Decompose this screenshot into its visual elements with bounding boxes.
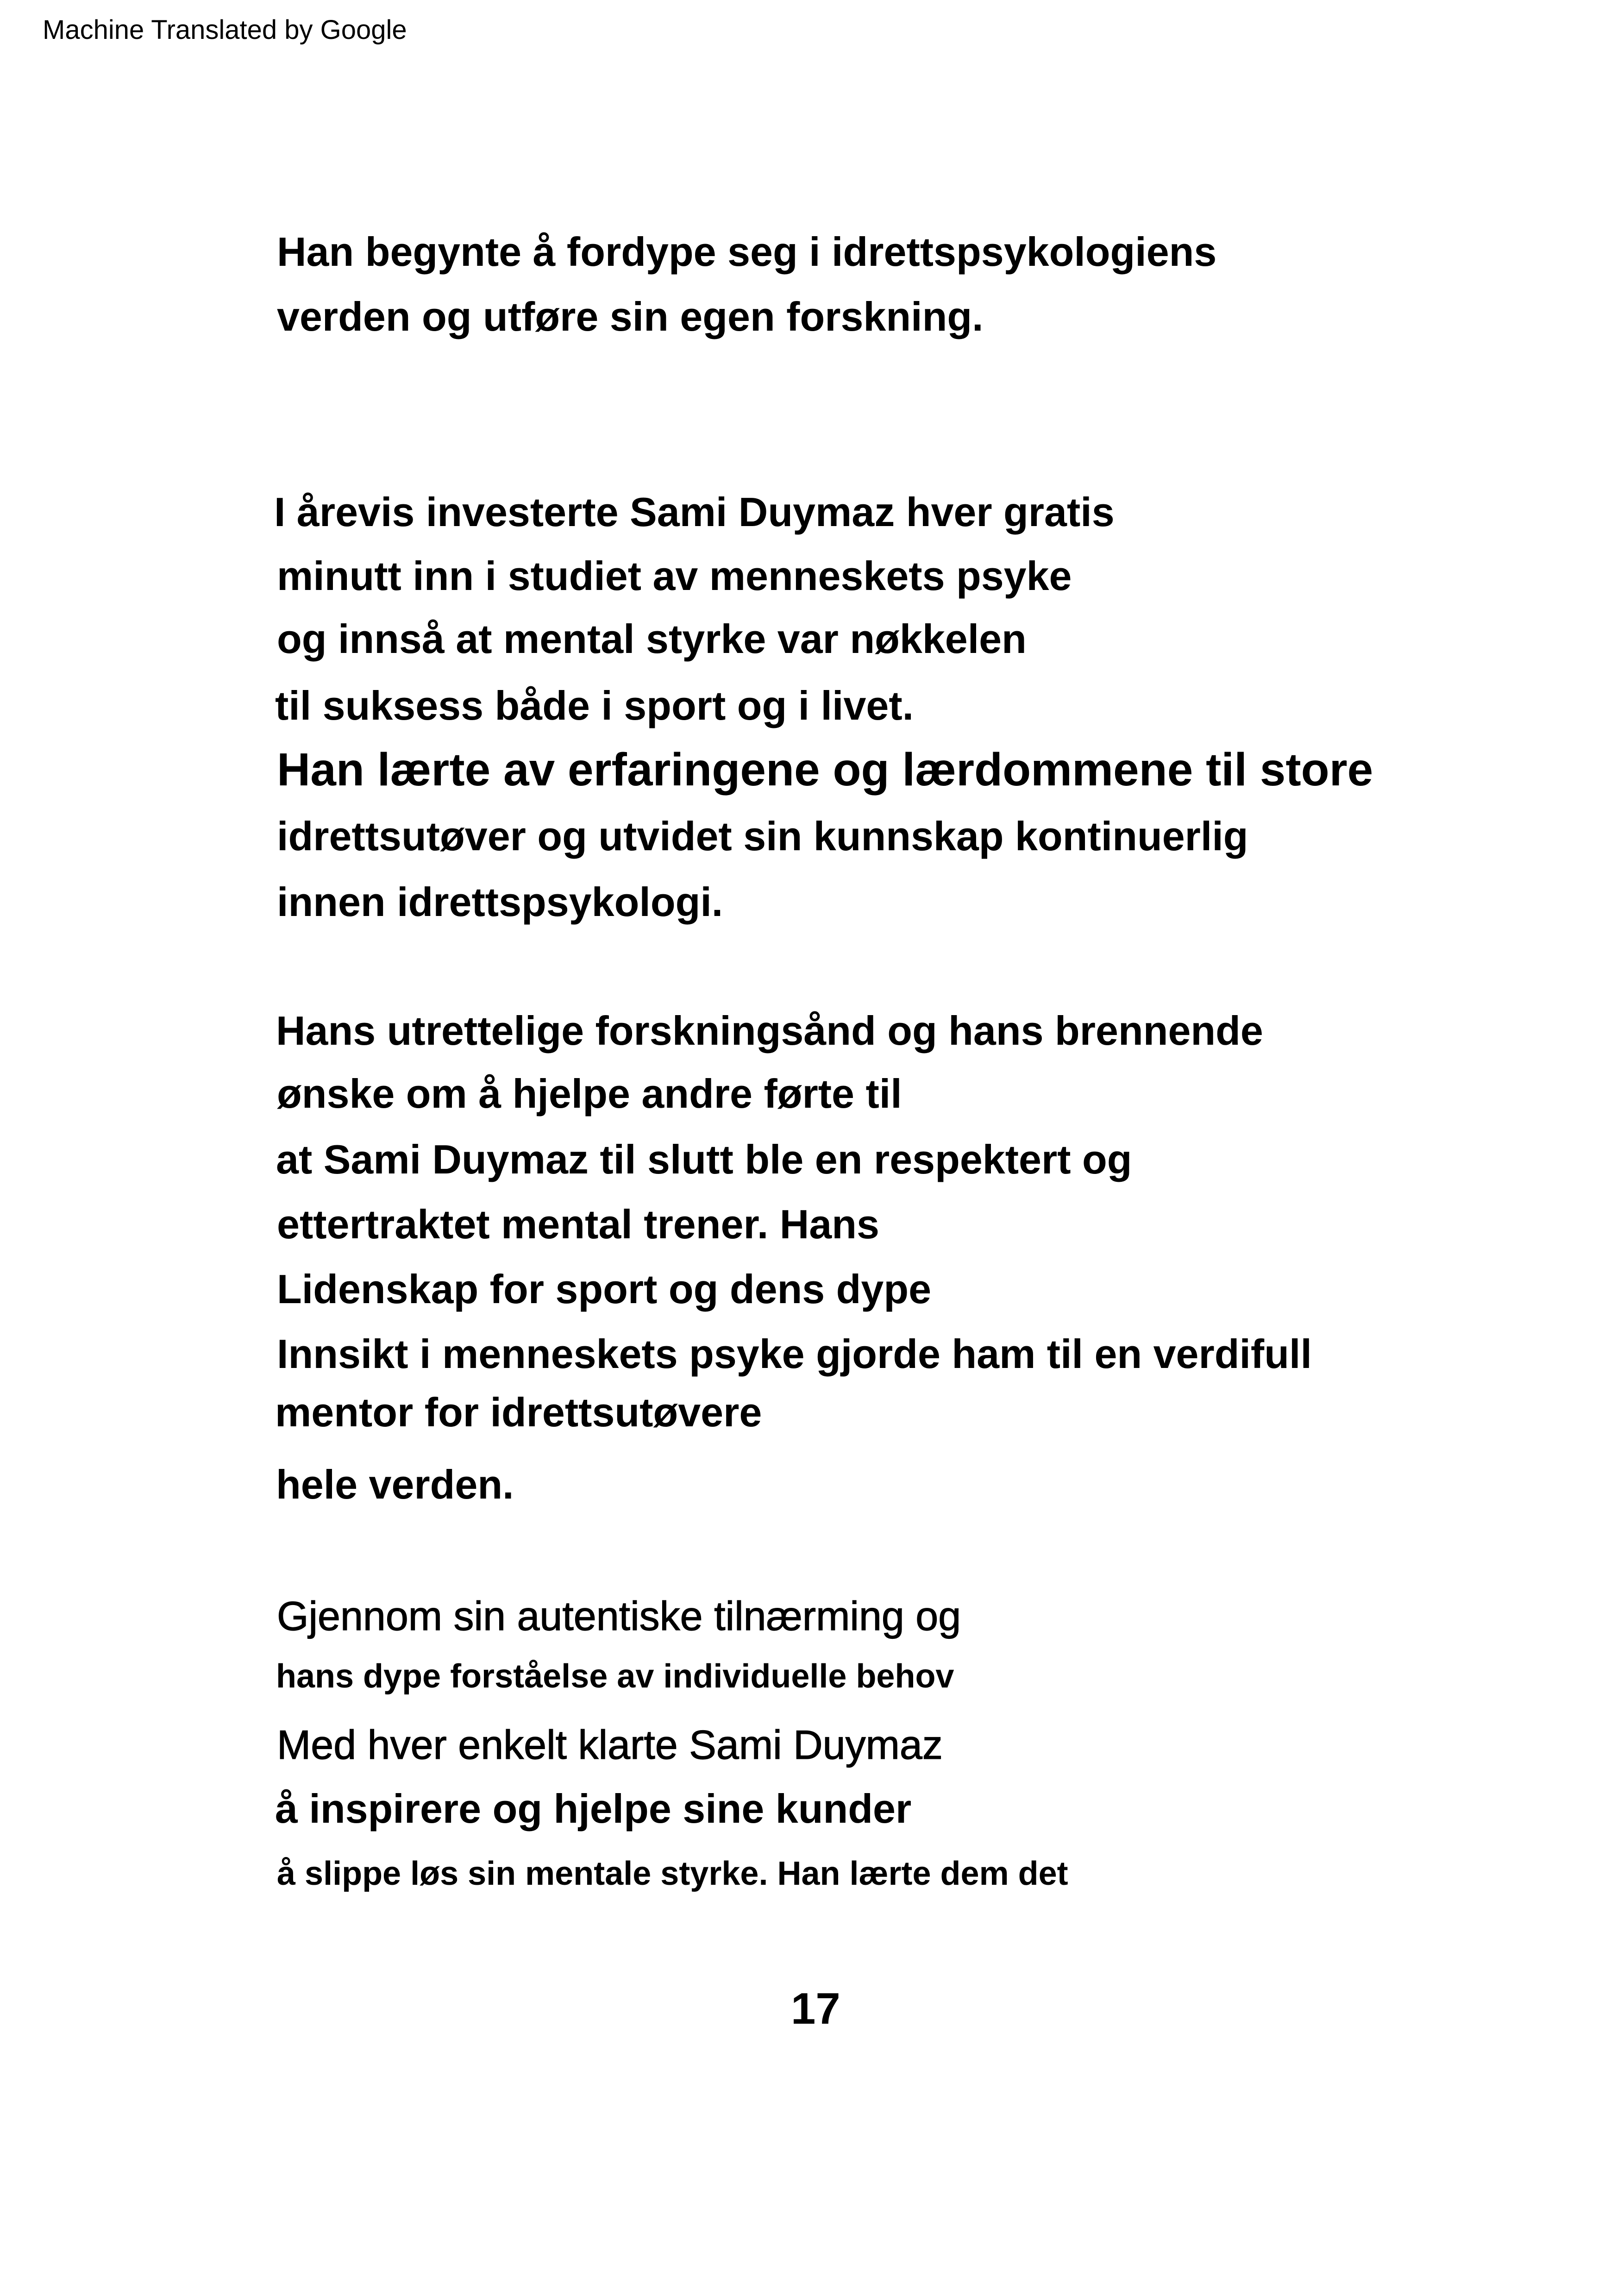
page-number: 17 bbox=[791, 1984, 840, 2033]
text-line: å inspirere og hjelpe sine kunder bbox=[275, 1786, 912, 1832]
text-line: og innså at mental styrke var nøkkelen bbox=[277, 616, 1027, 662]
text-line: ønske om å hjelpe andre førte til bbox=[277, 1071, 902, 1117]
text-line: Han begynte å fordype seg i idrettspsykologiens bbox=[277, 229, 1217, 275]
text-line: Hans utrettelige forskningsånd og hans brennende bbox=[276, 1008, 1263, 1054]
text-line: idrettsutøver og utvidet sin kunnskap kontinuerlig bbox=[277, 813, 1248, 859]
text-line: til suksess både i sport og i livet. bbox=[275, 683, 914, 728]
text-line: Lidenskap for sport og dens dype bbox=[277, 1266, 932, 1312]
text-line: Gjennom sin autentiske tilnærming og bbox=[277, 1593, 961, 1639]
text-line: hele verden. bbox=[276, 1462, 514, 1507]
text-line: Innsikt i menneskets psyke gjorde ham til en verdifull bbox=[277, 1331, 1312, 1377]
text-line: ettertraktet mental trener. Hans bbox=[277, 1201, 879, 1247]
text-line: verden og utføre sin egen forskning. bbox=[277, 294, 984, 339]
text-line: at Sami Duymaz til slutt ble en respektert og bbox=[276, 1136, 1132, 1182]
text-line: å slippe løs sin mentale styrke. Han lærte dem det bbox=[277, 1855, 1068, 1892]
text-line: innen idrettspsykologi. bbox=[277, 879, 723, 925]
text-line: I årevis investerte Sami Duymaz hver gratis bbox=[274, 489, 1115, 535]
machine-translation-notice: Machine Translated by Google bbox=[43, 15, 407, 45]
text-line: Han lærte av erfaringene og lærdommene til store bbox=[277, 744, 1373, 796]
text-line: hans dype forståelse av individuelle behov bbox=[276, 1658, 954, 1695]
text-line: minutt inn i studiet av menneskets psyke bbox=[277, 553, 1072, 599]
text-line: Med hver enkelt klarte Sami Duymaz bbox=[277, 1722, 943, 1768]
text-line: mentor for idrettsutøvere bbox=[275, 1389, 762, 1435]
